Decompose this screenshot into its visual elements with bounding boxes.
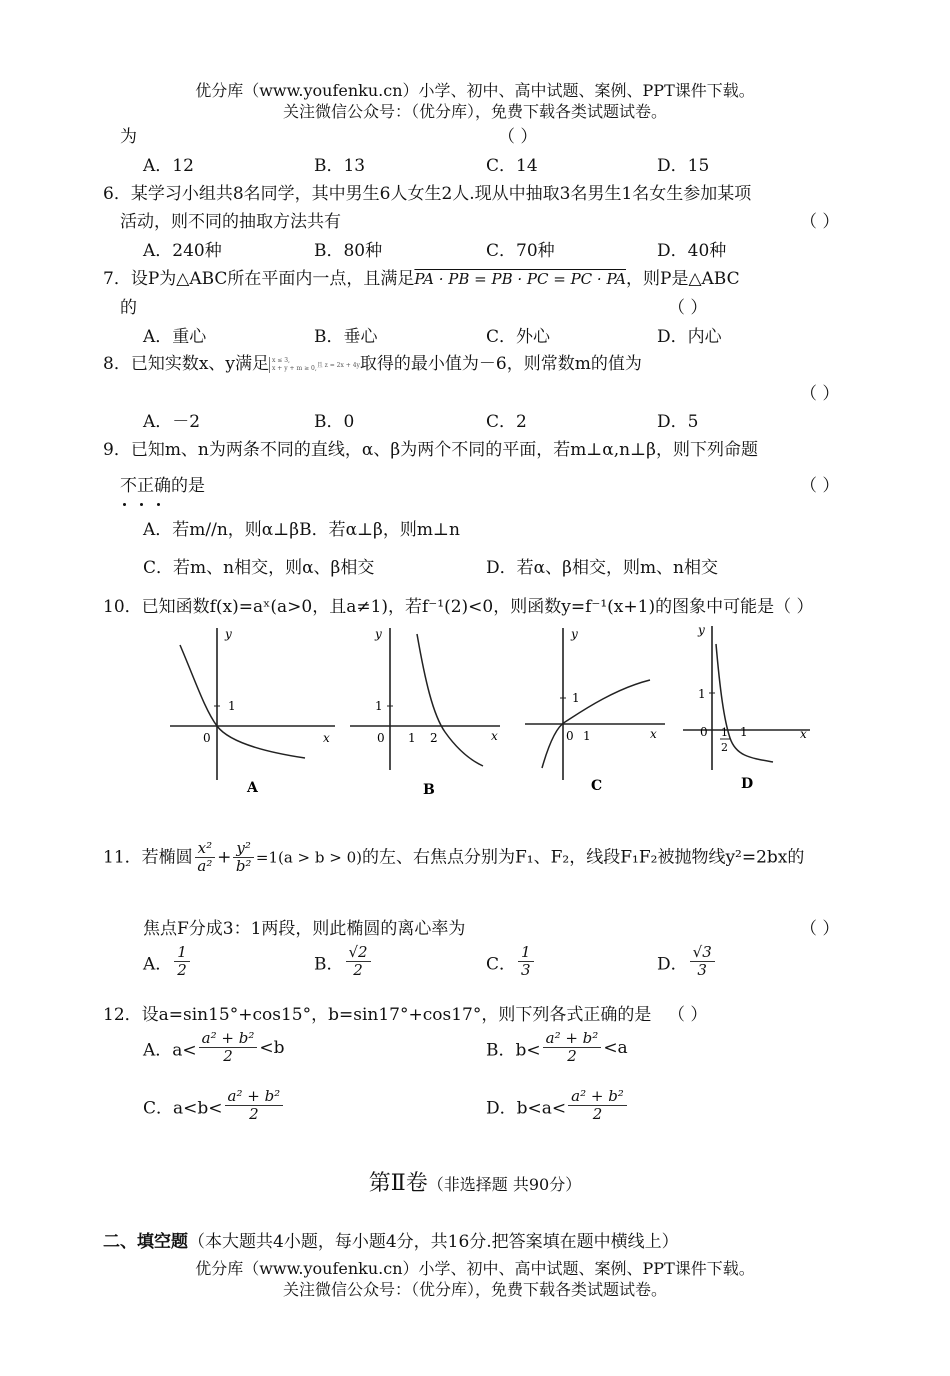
svg-text:x: x <box>491 729 498 743</box>
q12-option-b: B．b< $\frac{\text{a² + b²}}{2}$ <a <box>486 1029 628 1066</box>
q12-text: 12．设a=sin15°+cos15°，b=sin17°+cos17°，则下列各式正确的是 <box>103 1005 652 1025</box>
q11-option-d: D． $\frac{√3}{3}$ <box>657 944 717 980</box>
curve <box>180 645 305 758</box>
q7-option-b: B．垂心 <box>314 327 378 347</box>
q5-option-a: A．12 <box>143 156 194 176</box>
tick-x-1: 1 <box>408 731 416 745</box>
q11-line-1: 11．若椭圆 $\frac{\text{x²}}{\text{a²}}$ + $\frac{\text{y²}}{\text{b²}}$ =1(a > b > 0)的左、右焦点分别为F₁、F₂，线段F₁F₂被抛物线y²=2bx的 <box>103 839 805 876</box>
tick-0: 0 <box>377 731 385 745</box>
svg-text:y: y <box>571 627 578 641</box>
q9-line-2: 不正确的是 <box>120 476 205 496</box>
q8-option-a: A．－2 <box>143 412 201 432</box>
q5-option-c: C．14 <box>486 156 538 176</box>
svg-text:y: y <box>375 627 382 641</box>
q8-post: 取得的最小值为－6，则常数m的值为 <box>359 354 642 374</box>
q6-line-1: 6．某学习小组共8名同学，其中男生6人女生2人.现从中抽取3名男生1名女生参加某项 <box>103 184 752 204</box>
q9-line-1: 9．已知m、n为两条不同的直线，α、β为两个不同的平面，若m⊥α,n⊥β，则下列命题 <box>103 440 758 460</box>
q11-pre: 11．若椭圆 <box>103 847 193 868</box>
q12-option-d: D．b<a< $\frac{\text{a² + b²}}{2}$ <box>486 1088 629 1124</box>
q9-emphasis-dots <box>123 491 160 511</box>
y-label: y <box>225 627 232 641</box>
q8-option-b: B．0 <box>314 412 355 432</box>
q8-option-c: C．2 <box>486 412 527 432</box>
tick-x-1: 1 <box>740 725 748 739</box>
header-line-1: 优分库（www.youfenku.cn）小学、初中、高中试题、案例、PPT课件下载。 <box>195 81 755 100</box>
q11-cond: =1(a > b > 0) <box>255 848 362 867</box>
section2-heading <box>103 1227 679 1252</box>
q10-graph-c <box>520 620 680 800</box>
q11-line-2: 焦点F分成3：1两段，则此椭圆的离心率为 <box>143 919 466 939</box>
q9-paren: （ ） <box>800 476 840 496</box>
tick-half-den: 2 <box>721 741 728 754</box>
q5-paren: （ ） <box>498 127 538 147</box>
part2-heading <box>0 1166 950 1197</box>
q6-paren: （ ） <box>800 212 840 232</box>
q8-pre: 8．已知实数x、y满足 <box>103 354 270 374</box>
q7-paren: （ ） <box>668 298 708 318</box>
q8-option-d: D．5 <box>657 412 699 432</box>
part2-subtitle: （非选择题 共90分） <box>427 1175 582 1194</box>
q12-option-c: C．a<b< $\frac{\text{a² + b²}}{2}$ <box>143 1088 285 1124</box>
part2-title: 第Ⅱ卷 <box>368 1171 428 1196</box>
q11-post: 的左、右焦点分别为F₁、F₂，线段F₁F₂被抛物线y²=2bx的 <box>362 847 805 868</box>
section2-title: 二、填空题 <box>103 1232 188 1252</box>
q8-paren: （ ） <box>800 384 840 404</box>
q9-option-c: C．若m、n相交，则α、β相交 <box>143 558 375 578</box>
q6-option-b: B．80种 <box>314 241 383 261</box>
q10-text: 10．已知函数f(x)=aˣ(a>0，且a≠1)，若f⁻¹(2)<0，则函数y=f⁻¹(x+1)的图象中可能是（ ） <box>103 597 814 617</box>
q7-line-2: 的 <box>120 298 137 318</box>
q10-graph-b <box>345 620 510 800</box>
q12-option-a: A．a< $\frac{\text{a² + b²}}{2}$ <b <box>143 1029 285 1066</box>
tick-y-1: 1 <box>572 691 580 705</box>
svg-text:x: x <box>650 727 657 741</box>
q5-option-d: D．15 <box>657 156 710 176</box>
svg-text:x: x <box>800 727 807 741</box>
tick-1: 1 <box>228 699 236 713</box>
q11-option-a: A． $\frac{1}{2}$ <box>143 944 192 980</box>
footer-line-2: 关注微信公众号：（优分库），免费下载各类试题试卷。 <box>282 1280 667 1299</box>
q6-option-a: A．240种 <box>143 241 222 261</box>
q7-post: ，则P是△ABC <box>626 269 740 289</box>
q7-option-d: D．内心 <box>657 327 722 347</box>
q9-option-ab: A．若m//n，则α⊥βB．若α⊥β，则m⊥n <box>143 520 460 540</box>
graph-label: C <box>591 778 603 794</box>
tick-x-2: 2 <box>430 731 438 745</box>
tick-y-1: 1 <box>375 699 383 713</box>
q8-line-1 <box>103 349 642 374</box>
q11-frac-x: $\frac{\text{x²}}{\text{a²}}$ <box>195 840 215 876</box>
q12-paren: （ ） <box>668 1005 708 1025</box>
section2-desc: （本大题共4小题，每小题4分，共16分.把答案填在题中横线上） <box>188 1232 679 1252</box>
q6-line-2: 活动，则不同的抽取方法共有 <box>120 212 341 232</box>
tick-0: 0 <box>700 725 708 739</box>
q8-constraint-system <box>269 357 317 373</box>
tick-x-1: 1 <box>583 729 591 743</box>
q11-option-c: C． $\frac{1}{3}$ <box>486 944 536 980</box>
header-line-2: 关注微信公众号：（优分库），免费下载各类试题试卷。 <box>282 102 667 121</box>
q10-graph-d <box>678 620 818 800</box>
q11-paren: （ ） <box>800 919 840 939</box>
q11-frac-y: $\frac{\text{y²}}{\text{b²}}$ <box>233 840 254 876</box>
q5-option-b: B．13 <box>314 156 366 176</box>
q10-graph-a <box>165 620 345 800</box>
graph-label: A <box>247 780 258 796</box>
q8-constraint-1: x ≤ 3, <box>272 356 290 364</box>
q7-pre: 7．设P为△ABC所在平面内一点，且满足 <box>103 269 415 289</box>
q8-objective: 且 z = 2x + 4y <box>316 362 360 369</box>
q8-constraint-2: x + y + m ≥ 0, <box>272 364 317 372</box>
graph-label: B <box>423 782 435 798</box>
x-label: x <box>323 731 330 745</box>
q7-option-a: A．重心 <box>143 327 207 347</box>
tick-0: 0 <box>203 731 211 745</box>
graph-label: D <box>741 776 754 792</box>
q6-option-d: D．40种 <box>657 241 727 261</box>
footer-line-1: 优分库（www.youfenku.cn）小学、初中、高中试题、案例、PPT课件下载。 <box>195 1259 755 1278</box>
svg-text:y: y <box>698 623 705 637</box>
tick-half-num: 1 <box>721 726 728 739</box>
q11-option-b: B． $\frac{√2}{2}$ <box>314 944 373 980</box>
q6-option-c: C．70种 <box>486 241 555 261</box>
q9-option-d: D．若α、β相交，则m、n相交 <box>486 558 719 578</box>
tick-0: 0 <box>566 729 574 743</box>
q7-line-1 <box>103 264 740 289</box>
q5-tail: 为 <box>120 127 137 147</box>
q7-option-c: C．外心 <box>486 327 551 347</box>
curve <box>417 634 483 766</box>
tick-y-1: 1 <box>698 687 706 701</box>
q7-vector-formula: PA · PB = PB · PC = PC · PA <box>414 270 627 288</box>
